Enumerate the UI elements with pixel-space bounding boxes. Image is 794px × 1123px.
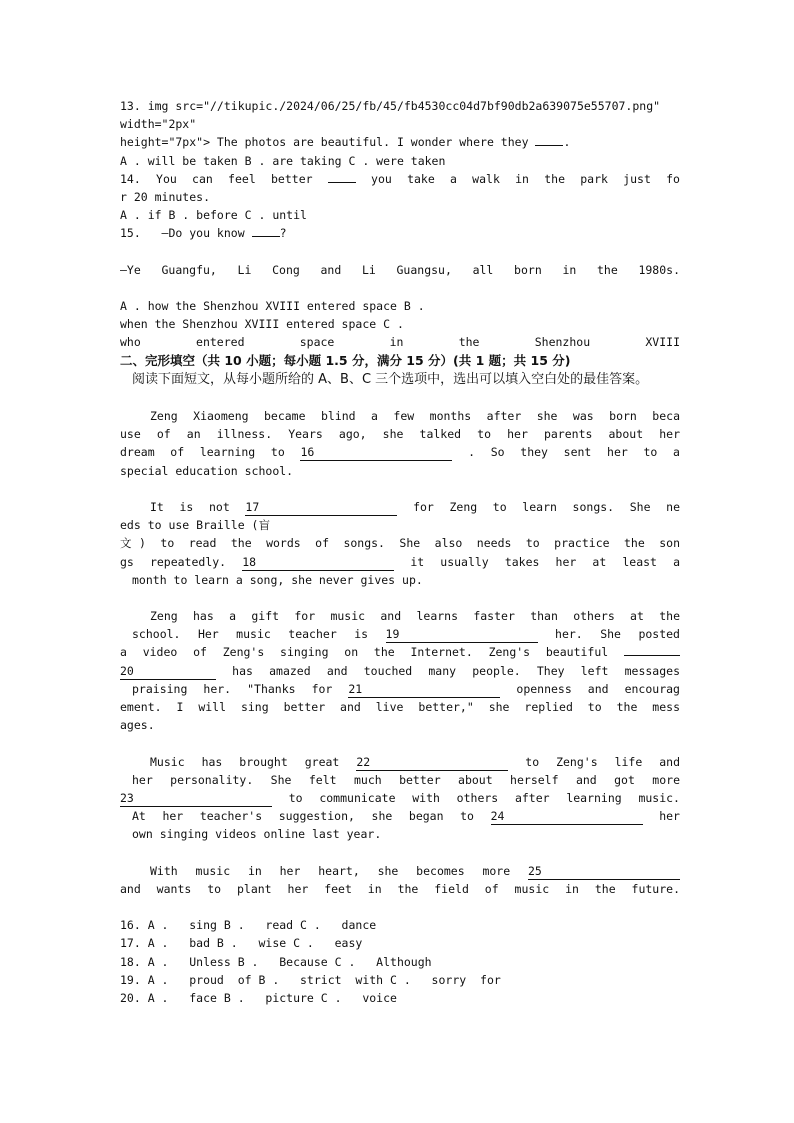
blank-17: 17 [245,500,397,516]
q14-line-2: r 20 minutes. [120,189,211,204]
passage-p5-line-2: and wants to plant her feet in the field of music in the future. [120,881,680,896]
q13-options: A . will be taken B . are taking C . were taken [120,153,446,168]
passage-p3-line-3 [120,643,680,661]
passage-p4-line-1 [120,753,680,771]
q13-text: height="7px"> The photos are beautiful. I wonder where they [120,135,529,150]
q14-line-1 [120,170,680,188]
passage-p5-line-1 [120,862,680,880]
p4-text-pre: Music has brought great [150,754,340,769]
options-20: 20. A . face B . picture C . voice [120,991,397,1005]
passage-p1-line-4: special education school. [120,463,294,478]
p4-text-post-23: to communicate with others after learning music. [288,790,680,805]
blank-18: 18 [242,555,394,571]
q15-end: ? [279,226,287,241]
blank-21: 21 [348,682,500,698]
q15-option-line-1: A . how the Shenzhou XVIII entered space B . [120,299,425,314]
q14-blank [328,182,356,183]
options-16: 16. A . sing B . read C . dance [120,918,377,933]
p3-text-post-21: openness and encourag [516,681,680,696]
blank-25: 25 [528,864,680,880]
passage-p3-line-4 [120,662,680,680]
q13-line-3 [120,133,680,151]
q15-answer-line: —Ye Guangfu, Li Cong and Li Guangsu, all born in the 1980s. [120,262,680,277]
passage-p4-line-2: her personality. She felt much better about herself and got more [132,772,680,787]
q13-line-2: width="2px" [120,117,197,132]
p2-text-pre-2: gs repeatedly. [120,554,227,569]
q13-blank [535,145,563,146]
passage-p3-line-7: ages. [120,718,155,733]
p4-text-post-24: her [659,809,680,824]
q13-line-1: 13. img src="//tikupic./2024/06/25/fb/45/fb4530cc04d7bf90db2a639075e55707.png" [120,99,661,113]
blank-22: 22 [356,755,508,771]
p2-text-post-2: it usually takes her at least a [410,554,680,569]
blank-20: 20 [120,664,216,680]
p3-text-post-20: has amazed and touched many people. They left messages [232,663,680,678]
q15-blank [252,236,280,237]
q15-option-line-3: who entered space in the Shenzhou XVIII [120,335,680,350]
passage-p3-line-1: Zeng has a gift for music and learns faster than others at the [150,609,680,624]
blank-23: 23 [120,791,272,807]
p3-text-pre: school. Her music teacher is [132,627,369,642]
passage-p1-line-3 [120,443,680,461]
p3-text-line-3: a video of Zeng's singing on the Internet. Zeng's beautiful [120,645,609,660]
document-content [120,97,680,1007]
options-19: 19. A . proud of B . strict with C . sorry for [120,972,501,987]
blank-20-start [624,655,680,656]
p3-text-post: her. She posted [555,627,680,642]
q15-option-line-2: when the Shenzhou XVIII entered space C . [120,317,404,332]
p4-text-pre-24: At her teacher's suggestion, she began to [132,809,474,824]
blank-16: 16 [300,445,452,461]
p5-text-pre: With music in her heart, she becomes more [150,863,511,878]
passage-p1-line-1: Zeng Xiaomeng became blind a few months after she was born beca [150,409,680,423]
p4-text-post: to Zeng's life and [525,754,680,769]
passage-p2-line-4 [120,553,680,571]
q13-end: . [563,135,571,150]
p2-text-pre: It is not [150,499,230,514]
q14-text-post: you take a walk in the park just fo [371,171,680,186]
passage-p3-line-5 [120,680,680,698]
p2-text-post: for Zeng to learn songs. She ne [413,499,680,514]
p1-text-post: . So they sent her to a [468,445,680,460]
passage-p4-line-3 [120,789,680,807]
passage-p3-line-6: ement. I will sing better and live better," she replied to the mess [120,700,680,714]
passage-p3-line-2 [120,625,680,643]
q14-options: A . if B . before C . until [120,208,307,223]
section-2-title: 二、完形填空（共 10 小题；每小题 1.5 分，满分 15 分）(共 1 题；共 15 分) [120,352,571,368]
blank-24: 24 [491,809,643,825]
q15-text: 15. —Do you know [120,226,245,241]
passage-p2-line-5: month to learn a song, she never gives up. [132,572,423,587]
q14-text-pre: 14. You can feel better [120,171,313,186]
p3-text-pre-21: praising her. "Thanks for [132,681,333,696]
q15-line-1 [120,224,680,242]
passage-p2-line-3: 文) to read the words of songs. She also needs to practice the son [120,536,680,551]
passage-p2-line-1 [120,498,680,516]
passage-p2-line-2: eds to use Braille (盲 [120,518,270,533]
options-17: 17. A . bad B . wise C . easy [120,936,363,951]
options-18: 18. A . Unless B . Because C . Although [120,954,432,969]
passage-p4-line-4 [120,807,680,825]
passage-p4-line-5: own singing videos online last year. [132,827,382,842]
section-2-instruction: 阅读下面短文，从每小题所给的 A、B、C 三个选项中，选出可以填入空白处的最佳答案。 [132,371,649,387]
blank-19: 19 [386,627,538,643]
p1-text-pre: dream of learning to [120,445,285,460]
passage-p1-line-2: use of an illness. Years ago, she talked to her parents about her [120,427,680,442]
